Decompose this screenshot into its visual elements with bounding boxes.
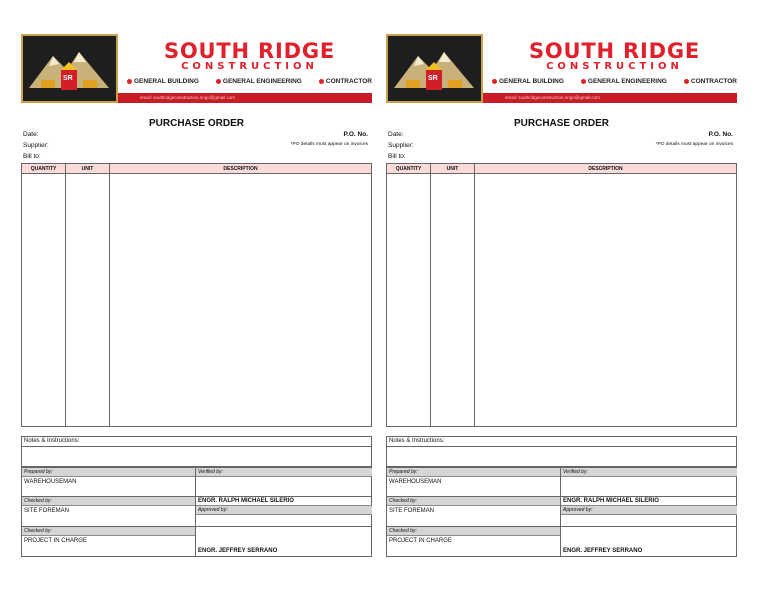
verified-by-label: Verified by: (561, 468, 737, 477)
column-header-quantity: QUANTITY (22, 164, 66, 174)
signature-row-project (21, 527, 372, 557)
items-table (386, 163, 737, 427)
po-number-label: P.O. No. (343, 131, 368, 138)
prepared-role: WAREHOUSEMAN (24, 479, 77, 485)
company-name: SOUTH RIDGE (163, 39, 336, 63)
signature-row-checked (386, 497, 737, 527)
items-table (21, 163, 372, 427)
services-list (127, 78, 372, 85)
email-bar: email: southridgeconstruction.ringo@gmail.com (483, 93, 737, 103)
po-note: *PO details must appear on invoices (290, 142, 368, 147)
checked-by-label: Checked by: (22, 497, 195, 506)
prepared-role: WAREHOUSEMAN (389, 479, 442, 485)
bullet-icon (492, 79, 497, 84)
approved-by-label: Approved by: (196, 506, 372, 515)
prepared-by-label: Prepared by: (22, 468, 195, 477)
company-name: SOUTH RIDGE (528, 39, 701, 63)
company-header (386, 34, 737, 104)
checked-role: SITE FOREMAN (24, 508, 70, 514)
column-header-description: DESCRIPTION (475, 164, 736, 174)
mountain-logo-icon (388, 36, 481, 101)
verified-name: ENGR. RALPH MICHAEL SILERIO (196, 497, 372, 506)
signature-row-prepared (386, 467, 737, 497)
service-item: GENERAL ENGINEERING (216, 78, 302, 85)
notes-label: Notes & Instructions: (387, 437, 736, 447)
column-header-description: DESCRIPTION (110, 164, 371, 174)
prepared-by-label: Prepared by: (387, 468, 560, 477)
services-list (492, 78, 737, 85)
unit-column (66, 164, 110, 426)
logo-monogram: SR (428, 75, 438, 82)
supplier-label: Supplier: (23, 142, 49, 149)
checked-role: SITE FOREMAN (389, 508, 435, 514)
company-logo (21, 34, 118, 103)
approved-name: ENGR. JEFFREY SERRANO (198, 548, 278, 554)
service-item: GENERAL ENGINEERING (581, 78, 667, 85)
quantity-column (22, 164, 66, 426)
approved-name: ENGR. JEFFREY SERRANO (563, 548, 643, 554)
service-item: GENERAL BUILDING (492, 78, 564, 85)
company-subtitle: CONSTRUCTION (546, 61, 683, 72)
bullet-icon (127, 79, 132, 84)
page-title: PURCHASE ORDER (148, 118, 244, 129)
approved-by-label: Approved by: (561, 506, 737, 515)
verified-by-label: Verified by: (196, 468, 372, 477)
column-header-unit: UNIT (431, 164, 475, 174)
service-item: CONTRACTOR (319, 78, 372, 85)
signature-row-project (386, 527, 737, 557)
po-note: *PO details must appear on invoices (655, 142, 733, 147)
purchase-order-form-right (386, 34, 735, 559)
date-label: Date: (388, 131, 404, 138)
supplier-label: Supplier: (388, 142, 414, 149)
project-role: PROJECT IN CHARGE (389, 538, 452, 544)
project-role: PROJECT IN CHARGE (24, 538, 87, 544)
notes-label: Notes & Instructions: (22, 437, 371, 447)
po-number-label: P.O. No. (708, 131, 733, 138)
service-item: GENERAL BUILDING (127, 78, 199, 85)
company-header (21, 34, 372, 104)
quantity-column (387, 164, 431, 426)
company-subtitle: CONSTRUCTION (181, 61, 318, 72)
signature-row-prepared (21, 467, 372, 497)
bill-to-label: Bill to: (388, 153, 406, 160)
bullet-icon (684, 79, 689, 84)
bullet-icon (581, 79, 586, 84)
company-logo (386, 34, 483, 103)
column-header-quantity: QUANTITY (387, 164, 431, 174)
checked-by-label-2: Checked by: (22, 527, 195, 536)
verified-name: ENGR. RALPH MICHAEL SILERIO (561, 497, 737, 506)
bullet-icon (319, 79, 324, 84)
checked-by-label: Checked by: (387, 497, 560, 506)
service-item: CONTRACTOR (684, 78, 737, 85)
column-header-unit: UNIT (66, 164, 110, 174)
bullet-icon (216, 79, 221, 84)
mountain-logo-icon (23, 36, 116, 101)
purchase-order-form-left (21, 34, 370, 559)
email-bar: email: southridgeconstruction.ringo@gmail.com (118, 93, 372, 103)
bill-to-label: Bill to: (23, 153, 41, 160)
logo-monogram: SR (63, 75, 73, 82)
notes-box (21, 436, 372, 467)
page-title: PURCHASE ORDER (513, 118, 609, 129)
signature-row-checked (21, 497, 372, 527)
unit-column (431, 164, 475, 426)
notes-box (386, 436, 737, 467)
checked-by-label-2: Checked by: (387, 527, 560, 536)
date-label: Date: (23, 131, 39, 138)
